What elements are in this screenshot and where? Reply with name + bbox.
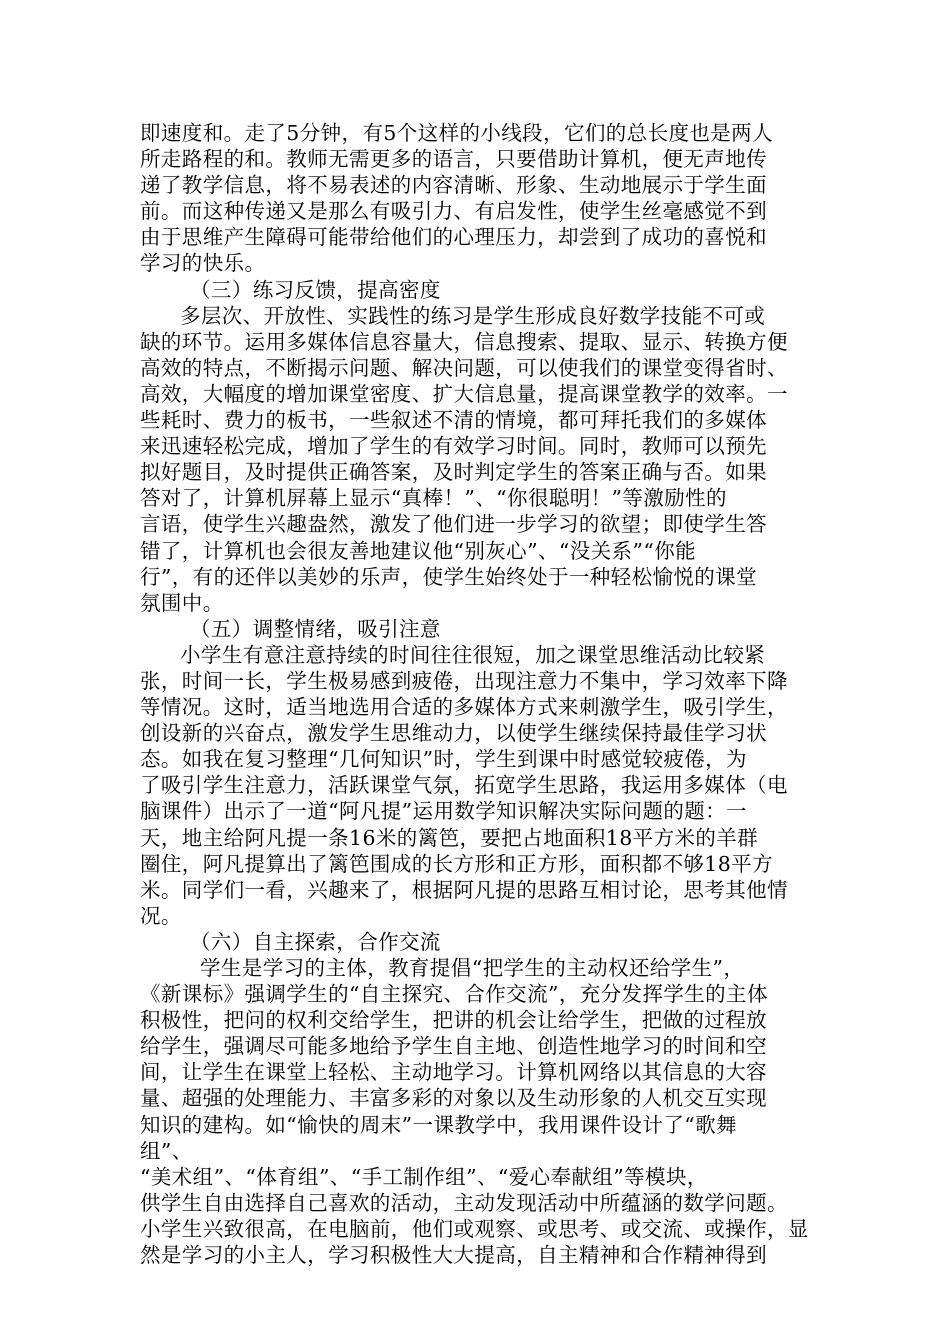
text-line: 缺的环节。运用多媒体信息容量大，信息搜索、提取、显示、转换方便 xyxy=(140,329,788,354)
text-line: 即速度和。走了5分钟，有5个这样的小线段，它们的总长度也是两人 xyxy=(140,121,773,145)
text-line: 量、超强的处理能力、丰富多彩的对象以及生动形象的人机交互实现 xyxy=(140,1086,767,1111)
text-line: 高效的特点，不断揭示问题、解决问题，可以使我们的课堂变得省时、 xyxy=(140,355,788,380)
text-line: 所走路程的和。教师无需更多的语言，只要借助计算机，便无声地传 xyxy=(140,147,767,172)
text-line: 行”，有的还伴以美妙的乐声，使学生始终处于一种轻松愉悦的课堂 xyxy=(140,564,757,589)
text-line: 递了教学信息，将不易表述的内容清晰、形象、生动地展示于学生面 xyxy=(140,173,767,198)
text-line: 由于思维产生障碍可能带给他们的心理压力，却尝到了成功的喜悦和 xyxy=(140,225,767,250)
text-line: 小学生兴致很高，在电脑前，他们或观察、或思考、或交流、或操作，显 xyxy=(140,1216,809,1241)
text-line: 小学生有意注意持续的时间往往很短，加之课堂思维活动比较紧 xyxy=(180,642,766,667)
text-line: 来迅速轻松完成，增加了学生的有效学习时间。同时，教师可以预先 xyxy=(140,434,767,459)
text-line: “美术组”、“体育组”、“手工制作组”、“爱心奉献组”等模块， xyxy=(140,1164,708,1189)
text-line: 高效，大幅度的增加课堂密度、扩大信息量，提高课堂教学的效率。一 xyxy=(140,381,788,406)
text-line: 态。如我在复习整理“几何知识”时，学生到课中时感觉较疲倦，为 xyxy=(140,747,747,772)
text-line: 前。而这种传递又是那么有吸引力、有启发性，使学生丝毫感觉不到 xyxy=(140,199,767,224)
text-line: 圈住，阿凡提算出了篱笆围成的长方形和正方形，面积都不够18平方 xyxy=(140,851,773,876)
text-line: 拟好题目，及时提供正确答案，及时判定学生的答案正确与否。如果 xyxy=(140,460,767,485)
text-line: 错了，计算机也会很友善地建议他“别灰心”、“没关系”“你能 xyxy=(140,538,696,563)
text-line: 言语，使学生兴趣盎然，激发了他们进一步学习的欲望；即使学生答 xyxy=(140,512,767,537)
section-heading-emotion: （五）调整情绪，吸引注意 xyxy=(190,616,441,641)
text-line: 脑课件）出示了一道“阿凡提”运用数学知识解决实际问题的题：一 xyxy=(140,799,747,824)
text-line: 学生是学习的主体，教育提倡“把学生的主动权还给学生”， xyxy=(200,956,745,980)
text-line: 知识的建构。如“愉快的周末”一课教学中，我用课件设计了“歌舞 xyxy=(140,1112,737,1137)
text-line: 氛围中。 xyxy=(140,590,224,615)
text-line: 间，让学生在课堂上轻松、主动地学习。计算机网络以其信息的大容 xyxy=(140,1060,767,1085)
text-line: 给学生，强调尽可能多地给予学生自主地、创造性地学习的时间和空 xyxy=(140,1034,767,1059)
text-line: 米。同学们一看，兴趣来了，根据阿凡提的思路互相讨论，思考其他情 xyxy=(140,877,788,902)
text-line: 些耗时、费力的板书，一些叙述不清的情境，都可拜托我们的多媒体 xyxy=(140,408,767,433)
text-line: 组”、 xyxy=(140,1138,193,1163)
text-line: 学习的快乐。 xyxy=(140,251,266,276)
text-line: 然是学习的小主人，学习积极性大大提高，自主精神和合作精神得到 xyxy=(140,1243,767,1268)
text-line: 况。 xyxy=(140,903,182,928)
text-line: 张，时间一长，学生极易感到疲倦，出现注意力不集中，学习效率下降 xyxy=(140,668,788,693)
text-line: 答对了，计算机屏幕上显示“真棒！”、“你很聪明！”等激励性的 xyxy=(140,486,727,511)
text-line: 多层次、开放性、实践性的练习是学生形成良好数学技能不可或 xyxy=(180,303,766,328)
text-line: 创设新的兴奋点，激发学生思维动力，以使学生继续保持最佳学习状 xyxy=(140,721,767,746)
section-heading-explore: （六）自主探索，合作交流 xyxy=(190,929,441,954)
text-line: 了吸引学生注意力，活跃课堂气氛，拓宽学生思路，我运用多媒体（电 xyxy=(140,773,788,798)
text-line: 《新课标》强调学生的“自主探究、合作交流”，充分发挥学生的主体 xyxy=(140,982,768,1007)
text-line: 供学生自由选择自己喜欢的活动，主动发现活动中所蕴涵的数学问题。 xyxy=(140,1190,788,1215)
text-line: 积极性，把问的权利交给学生，把讲的机会让给学生，把做的过程放 xyxy=(140,1008,767,1033)
text-line: 天，地主给阿凡提一条16米的篱笆，要把占地面积18平方米的羊群 xyxy=(140,825,759,850)
document-body xyxy=(140,120,820,1268)
section-heading-practice: （三）练习反馈，提高密度 xyxy=(190,277,441,302)
text-line: 等情况。这时，适当地选用合适的多媒体方式来刺激学生，吸引学生， xyxy=(140,695,788,720)
